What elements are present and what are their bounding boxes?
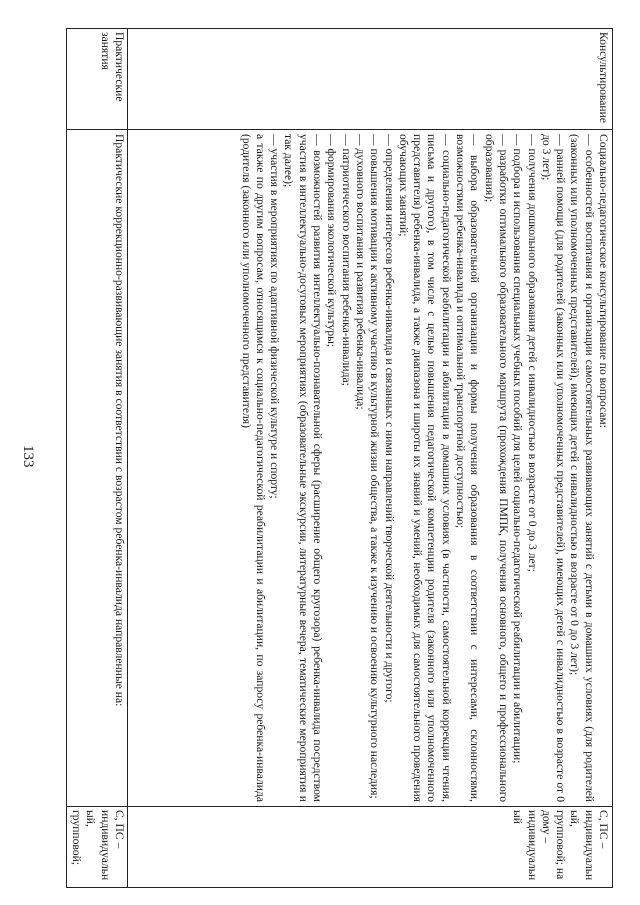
list-item: — возможностей развития интеллектуально-познавательной сферы (расширение общего кругозора) ребенка-инвалида посредством участия в интеллектуально-досуговых мероприятиях (образовательные экскурсии, литературные вечера, тематические мероприятия и так далее); bbox=[282, 134, 325, 802]
service-form-cell bbox=[128, 807, 612, 887]
list-item: — подбора и использования специальных учебных пособий для целей социально-педагогической реабилитации и абилитации; bbox=[511, 134, 525, 764]
service-type-label: Консультирование bbox=[597, 32, 610, 123]
service-form-text: С, ПС – индивидуальный, групповой; bbox=[70, 810, 126, 881]
service-type-cell bbox=[67, 29, 128, 130]
content-intro: Практические коррекционно-развивающие занятия в соответствии с возрастом ребенка-инвалида направленные на: bbox=[113, 134, 126, 707]
list-item: — повышения мотивации к активному участию в культурной жизни общества, а также к изучению и освоению культурного наследия; bbox=[368, 134, 382, 799]
service-form-text: С, ПС – индивидуальный, групповой; на дому – индивидуальный bbox=[511, 810, 610, 881]
service-form-cell bbox=[67, 807, 128, 887]
service-type-label: Практические занятия bbox=[98, 32, 126, 102]
list-item: — участия в мероприятиях по адаптивной физической культуре и спорту; bbox=[268, 134, 282, 499]
list-item: — духовного воспитания и развития ребенка-инвалида; bbox=[353, 134, 367, 410]
list-item: — выбора образовательной организации и формы получения образования в соответствии с интересами, склонностями, возможностями ребенка-инвалида и оптимальной транспортной доступностью; bbox=[454, 134, 482, 802]
service-content-cell bbox=[128, 130, 612, 807]
list-item: — социально-педагогической реабилитации и абилитации в домашних условиях (в частности, самостоятельной коррекции чтения, письма и другого), в том числе с целью повышения педагогической компетенции родителя (законного или уполномоченного представителя) ребенка-инвалида, а также диапазона и широты их знаний и умений, необходимых для самостоятельного проведения обучающих занятий; bbox=[396, 134, 453, 802]
list-item: — разработки оптимального образовательного маршрута (прохождения ПМПК, получения основного, общего и профессионального образования); bbox=[482, 134, 510, 802]
table-row-consulting bbox=[127, 29, 612, 887]
list-item: — определения интересов ребенка-инвалида и связанных с ними направлений творческой деятельности и другого; bbox=[382, 134, 396, 703]
list-item: — патриотического воспитания ребенка-инвалида; bbox=[339, 134, 353, 386]
table-row-practical bbox=[67, 29, 128, 887]
list-item: — получения дошкольного образования детей с инвалидностью в возрасте от 0 до 3 лет; bbox=[525, 134, 539, 572]
rehabilitation-table bbox=[66, 28, 613, 888]
page-number: 133 bbox=[20, 445, 36, 468]
list-item: а также по другим вопросам, относящимся к социально-педагогической реабилитации и абилитации, по запросу ребенка-инвалида (родителя (законного или уполномоченного представителя) bbox=[239, 134, 267, 802]
content-intro: Социально-педагогическое консультирование по вопросам: bbox=[597, 134, 610, 428]
service-type-cell bbox=[128, 29, 612, 130]
service-content-cell bbox=[67, 130, 128, 807]
list-item: — формирования экологической культуры; bbox=[325, 134, 339, 348]
list-item: — особенностей воспитания и организации самостоятельных развивающих занятий с детьми в домашних условиях (для родителей (законных или уполномоченных представителей), имеющих детей с инвалидностью в возрасте от 0 до 3 лет); bbox=[568, 134, 596, 802]
list-item: — ранней помощи (для родителей (законных или уполномоченных представителей), имеющих детей с инвалидностью в возрасте от 0 до 3 лет); bbox=[539, 134, 568, 802]
